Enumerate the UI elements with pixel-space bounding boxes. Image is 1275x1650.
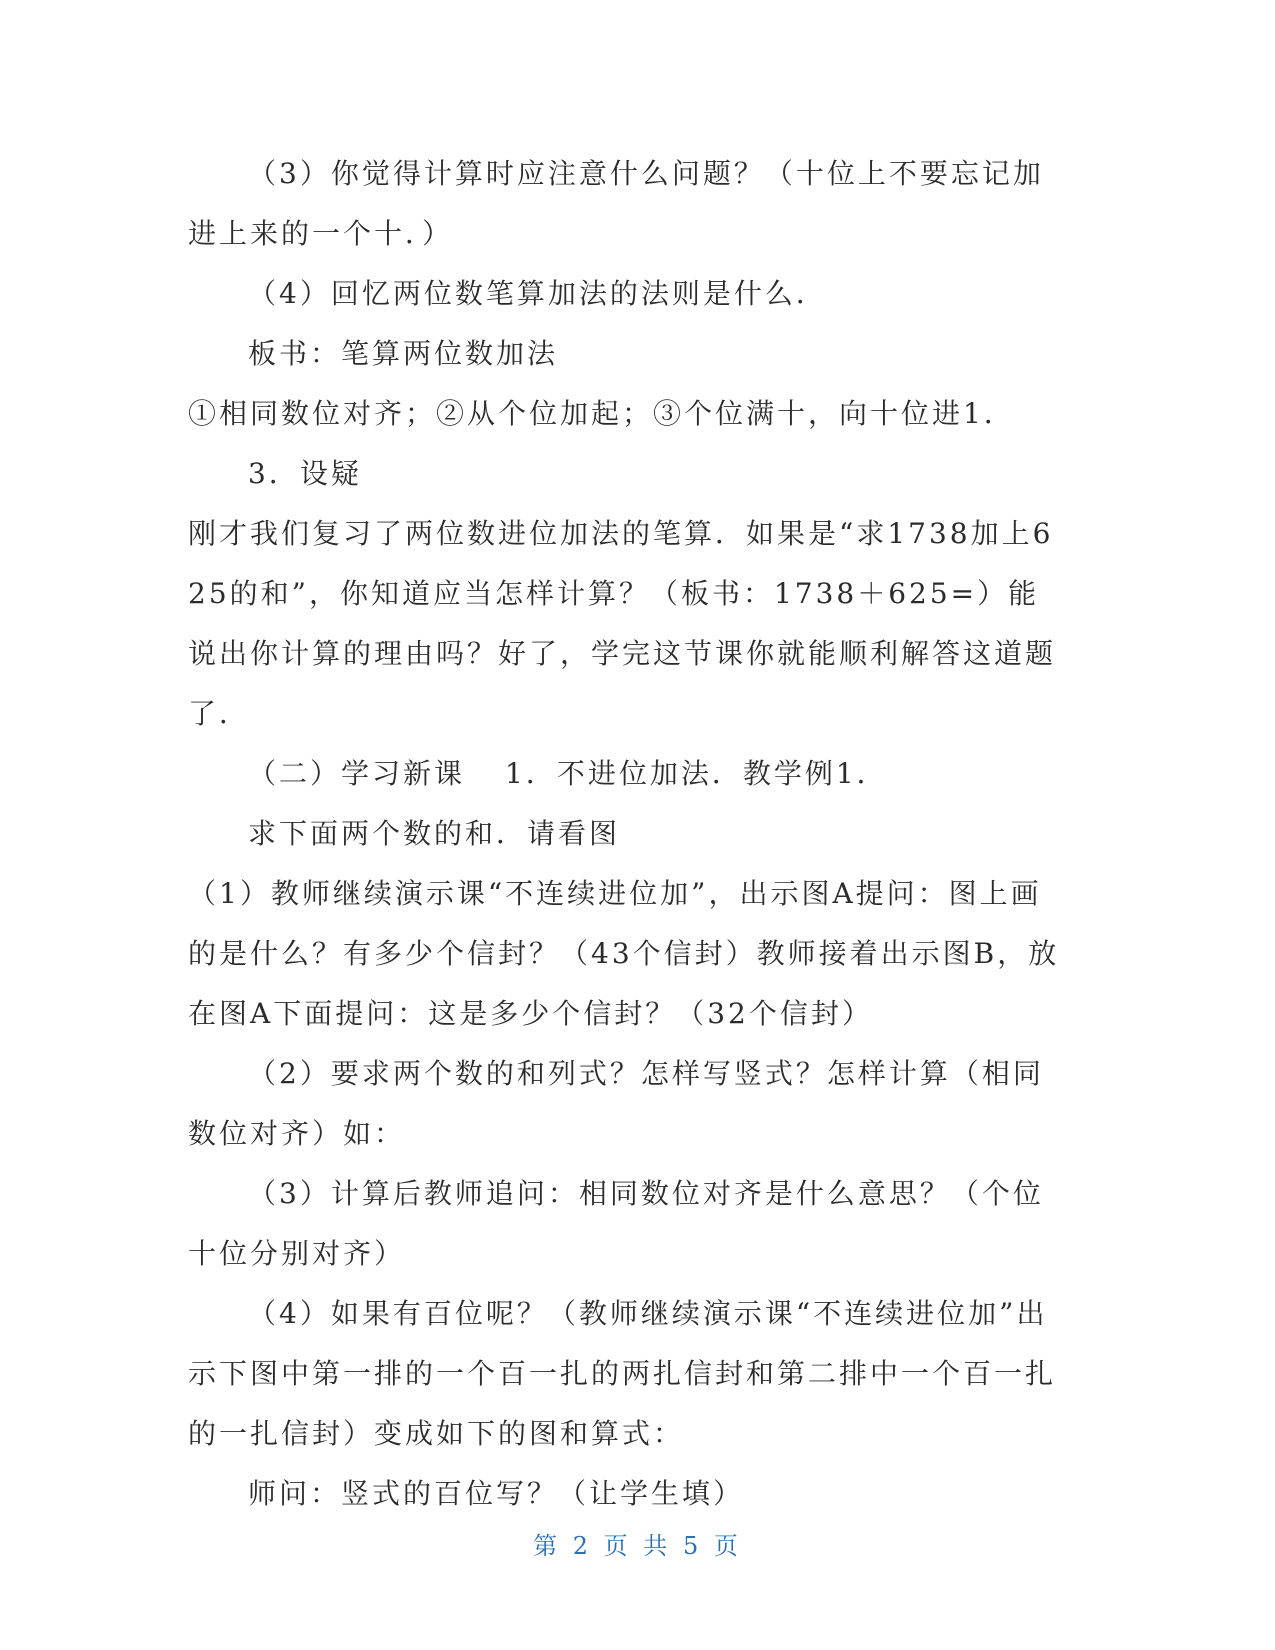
paragraph-demo-3: （3）计算后教师追问：相同数位对齐是什么意思？（个位十位分别对齐） <box>188 1177 1044 1270</box>
paragraph-addition-rules: ①相同数位对齐；②从个位加起；③个位满十，向十位进1． <box>188 397 1015 430</box>
paragraph-question-3: （3）你觉得计算时应注意什么问题？（十位上不要忘记加进上来的一个十．） <box>188 157 1044 250</box>
document-body <box>188 144 1068 1524</box>
page-number-footer: 第 2 页 共 5 页 <box>533 1532 742 1560</box>
new-lesson-heading: （二）学习新课 <box>248 757 466 790</box>
paragraph-doubt-setup: 刚才我们复习了两位数进位加法的笔算．如果是“求1738加上625的和”，你知道应当怎样计算？（板书：1738＋625=）能说出你计算的理由吗？好了，学完这节课你就能顺利解答这道题了． <box>188 517 1057 730</box>
paragraph-section-3: 3．设疑 <box>248 457 362 490</box>
paragraph-demo-2: （2）要求两个数的和列式？怎样写竖式？怎样计算（相同数位对齐）如： <box>188 1057 1044 1150</box>
example-1-heading: 1．不进位加法．教学例1． <box>505 757 888 790</box>
paragraph-teacher-question: 师问：竖式的百位写？（让学生填） <box>248 1477 745 1510</box>
paragraph-new-lesson <box>188 744 1068 804</box>
paragraph-demo-1: （1）教师继续演示课“不连续进位加”，出示图A提问：图上画的是什么？有多少个信封？（43个信封）教师接着出示图B，放在图A下面提问：这是多少个信封？（32个信封） <box>188 877 1060 1030</box>
paragraph-demo-4: （4）如果有百位呢？（教师继续演示课“不连续进位加”出示下图中第一排的一个百一扎的两扎信封和第二排中一个百一扎的一扎信封）变成如下的图和算式： <box>188 1297 1057 1450</box>
paragraph-board-title: 板书：笔算两位数加法 <box>248 337 559 370</box>
paragraph-question-4: （4）回忆两位数笔算加法的法则是什么． <box>248 277 827 310</box>
paragraph-find-sum: 求下面两个数的和．请看图 <box>248 817 621 850</box>
